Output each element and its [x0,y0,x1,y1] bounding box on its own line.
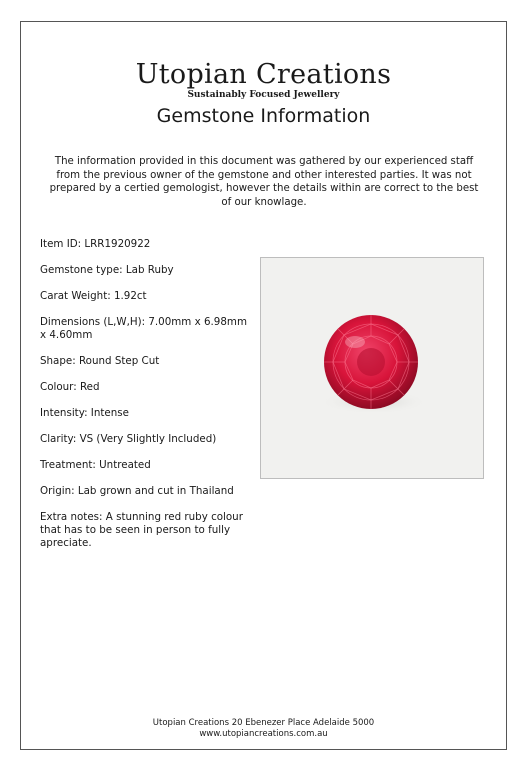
detail-intensity: Intensity: Intense [40,407,129,419]
intro-paragraph: The information provided in this document was gathered by our experienced staff from the previous owner of the gemstone and other interested parties. It was not prepared by a certied gemologist, however the details within are correct to the best of our knowlage. [49,156,479,208]
ruby-gem-image [261,258,483,478]
detail-treatment: Treatment: Untreated [40,459,151,471]
detail-dimensions: Dimensions (L,W,H): 7.00mm x 6.98mm x 4.60mm [40,316,247,341]
footer-website: www.utopiancreations.com.au [199,729,328,739]
detail-item-id: Item ID: LRR1920922 [40,238,151,250]
gemstone-details [40,238,250,563]
detail-colour: Colour: Red [40,381,100,393]
detail-carat-weight: Carat Weight: 1.92ct [40,290,147,302]
detail-shape: Shape: Round Step Cut [40,355,160,367]
brand-name: Utopian Creations [135,59,392,90]
footer [0,718,527,740]
detail-gemstone-type: Gemstone type: Lab Ruby [40,264,174,276]
detail-origin: Origin: Lab grown and cut in Thailand [40,485,234,497]
detail-clarity: Clarity: VS (Very Slightly Included) [40,433,217,445]
page-title: Gemstone Information [156,105,371,127]
brand-tagline: Sustainably Focused Jewellery [187,90,340,100]
detail-extra-notes: Extra notes: A stunning red ruby colour that has to be seen in person to fully apreciate. [40,511,243,549]
footer-address: Utopian Creations 20 Ebenezer Place Adelaide 5000 [152,718,375,728]
gemstone-photo [260,257,484,479]
